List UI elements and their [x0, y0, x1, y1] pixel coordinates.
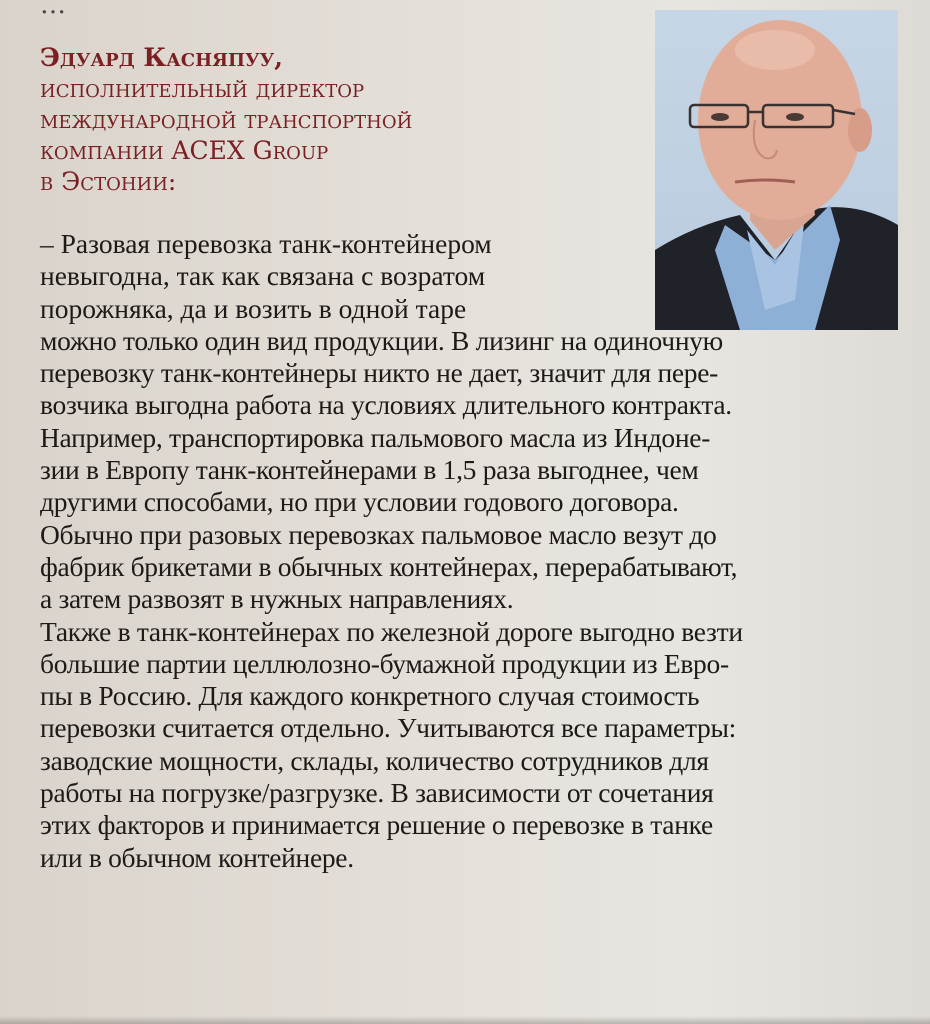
- text-line: заводские мощности, склады, количество сотрудников для: [40, 744, 709, 776]
- speaker-title-line: исполнительный директор: [40, 74, 365, 103]
- text-line: большие партии целлюлозно-бумажной продукции из Евро-: [40, 647, 729, 679]
- speaker-heading: [40, 42, 640, 197]
- speaker-title-line: в Эстонии:: [40, 167, 177, 196]
- speaker-title-line: международной транспортной: [40, 105, 413, 134]
- text-line: порожняка, да и возить в одной таре: [40, 292, 467, 324]
- text-line: можно только один вид продукции. В лизинг на одиночную: [40, 324, 723, 356]
- text-line: перевозку танк-контейнеры никто не дает, значит для пере-: [40, 357, 718, 389]
- page-bottom-edge: [0, 1016, 930, 1024]
- text-line: а затем развозят в нужных направлениях.: [40, 583, 514, 615]
- text-line: фабрик брикетами в обычных контейнерах, перерабатывают,: [40, 550, 738, 582]
- text-line: – Разовая перевозка танк-контейнером: [40, 228, 492, 259]
- text-line: или в обычном контейнере.: [40, 841, 354, 873]
- text-line: зии в Европу танк-контейнерами в 1,5 раза выгоднее, чем: [40, 454, 699, 486]
- article-body: [40, 228, 920, 874]
- text-line: Обычно при разовых перевозках пальмовое масло везут до: [40, 518, 717, 550]
- text-line: другими способами, но при условии годового договора.: [40, 486, 679, 518]
- speaker-title-line: компании ACEX Group: [40, 136, 329, 165]
- text-line: этих факторов и принимается решение о перевозке в танке: [40, 809, 713, 841]
- text-line: работы на погрузке/разгрузке. В зависимости от сочетания: [40, 777, 714, 809]
- speaker-name: Эдуард Касняпуу,: [40, 43, 283, 72]
- text-line: Например, транспортировка пальмового масла из Индоне-: [40, 421, 711, 453]
- cut-off-previous-text: …: [40, 0, 68, 20]
- text-line: Также в танк-контейнерах по железной дороге выгодно везти: [40, 615, 743, 647]
- text-line: невыгодна, так как связана с возратом: [40, 260, 486, 292]
- text-line: возчика выгодна работа на условиях длительного контракта.: [40, 389, 732, 421]
- text-line: пы в Россию. Для каждого конкретного случая стоимость: [40, 680, 700, 712]
- text-line: перевозки считается отдельно. Учитываются все параметры:: [40, 712, 736, 744]
